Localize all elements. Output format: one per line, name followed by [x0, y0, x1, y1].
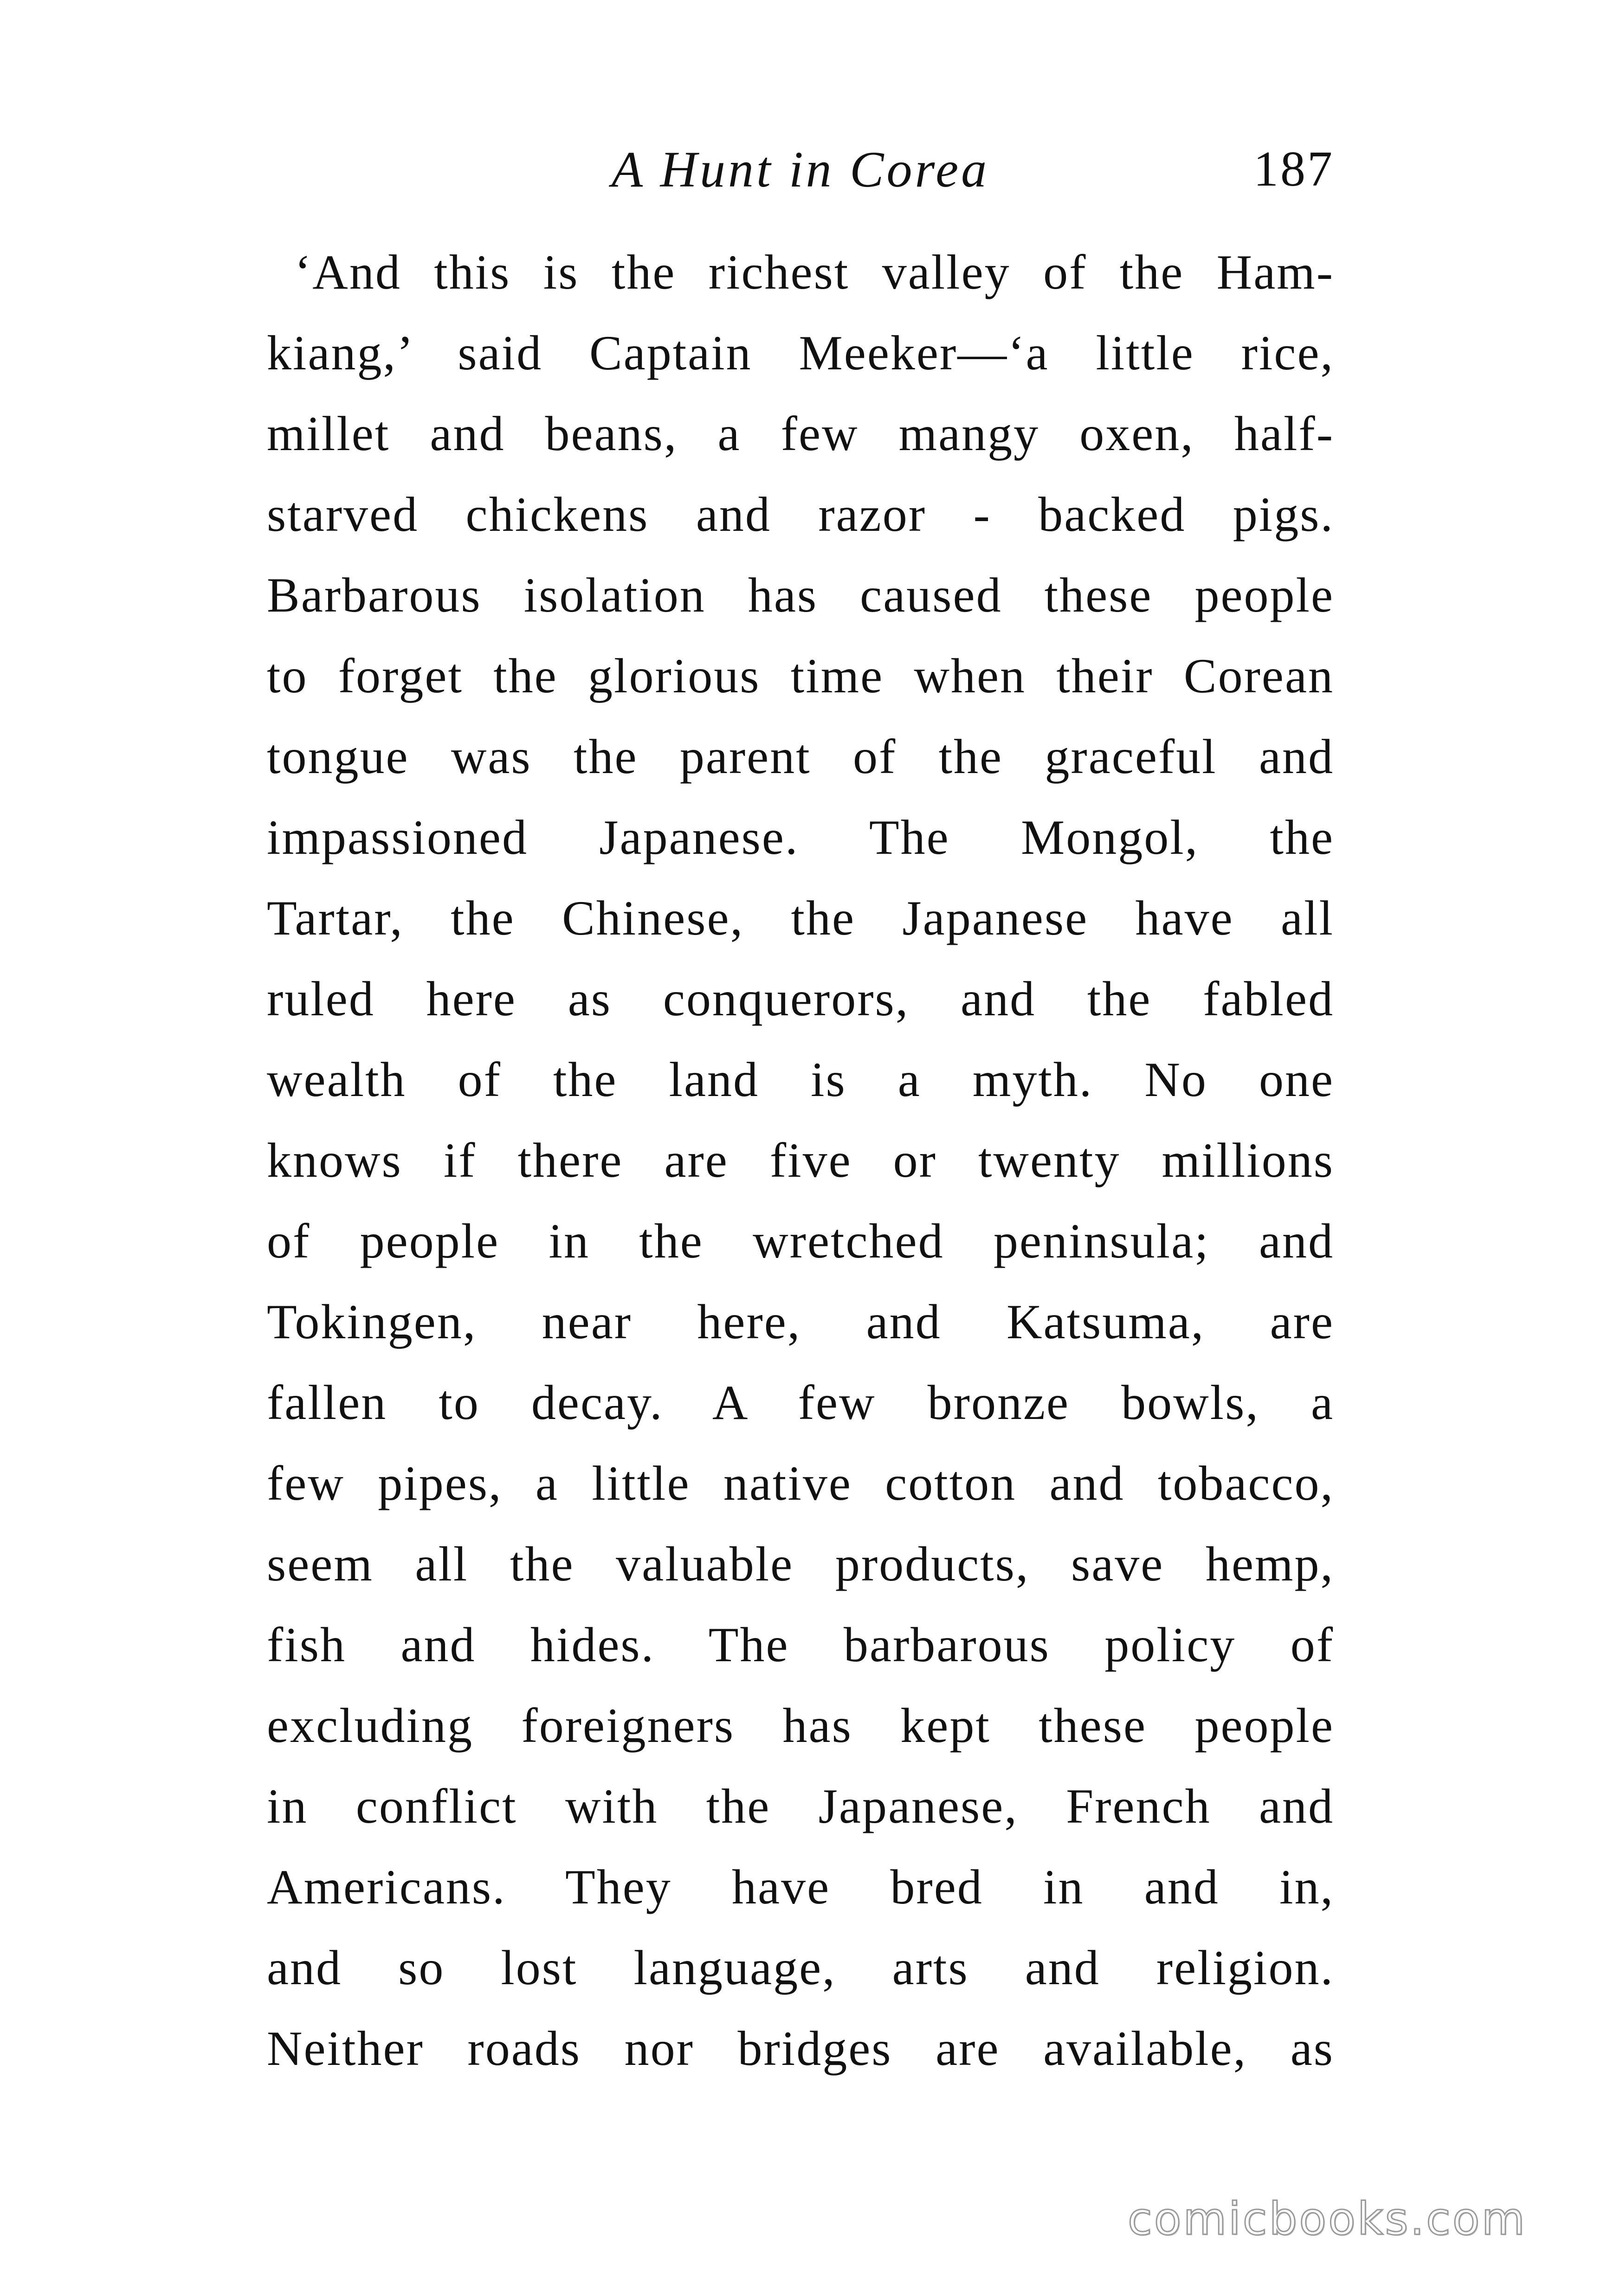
text-line: Tartar, the Chinese, the Japanese have all: [267, 891, 1334, 945]
body-text: [267, 232, 1334, 2089]
running-head: [267, 135, 1334, 204]
text-line: to forget the glorious time when their Corean: [267, 649, 1334, 703]
text-line: in conflict with the Japanese, French and: [267, 1779, 1334, 1833]
text-line: wealth of the land is a myth. No one: [267, 1052, 1334, 1107]
text-line: seem all the valuable products, save hemp,: [267, 1537, 1334, 1591]
text-line: Americans. They have bred in and in,: [267, 1860, 1334, 1914]
text-line: tongue was the parent of the graceful and: [267, 729, 1334, 784]
text-line: kiang,’ said Captain Meeker—‘a little rice,: [267, 326, 1334, 380]
text-line: ruled here as conquerors, and the fabled: [267, 972, 1334, 1026]
text-line: impassioned Japanese. The Mongol, the: [267, 810, 1334, 864]
watermark: comicbooks.com: [1127, 2193, 1527, 2245]
text-line: fallen to decay. A few bronze bowls, a: [267, 1375, 1334, 1430]
text-line: excluding foreigners has kept these people: [267, 1698, 1334, 1753]
text-line: Neither roads nor bridges are available, as: [267, 2021, 1334, 2076]
text-line: and so lost language, arts and religion.: [267, 1941, 1334, 1995]
text-line: fish and hides. The barbarous policy of: [267, 1618, 1334, 1672]
text-line: few pipes, a little native cotton and tobacco,: [267, 1456, 1334, 1510]
page-number: 187: [1253, 142, 1334, 197]
text-line: millet and beans, a few mangy oxen, half-: [267, 406, 1334, 461]
text-line: starved chickens and razor - backed pigs.: [267, 487, 1334, 542]
text-line: Barbarous isolation has caused these people: [267, 568, 1334, 622]
text-line: knows if there are five or twenty millions: [267, 1133, 1334, 1187]
text-line: of people in the wretched peninsula; and: [267, 1214, 1334, 1268]
running-title: A Hunt in Corea: [611, 141, 990, 198]
text-line: Tokingen, near here, and Katsuma, are: [267, 1295, 1334, 1349]
text-line: ‘And this is the richest valley of the Ham-: [295, 245, 1334, 299]
